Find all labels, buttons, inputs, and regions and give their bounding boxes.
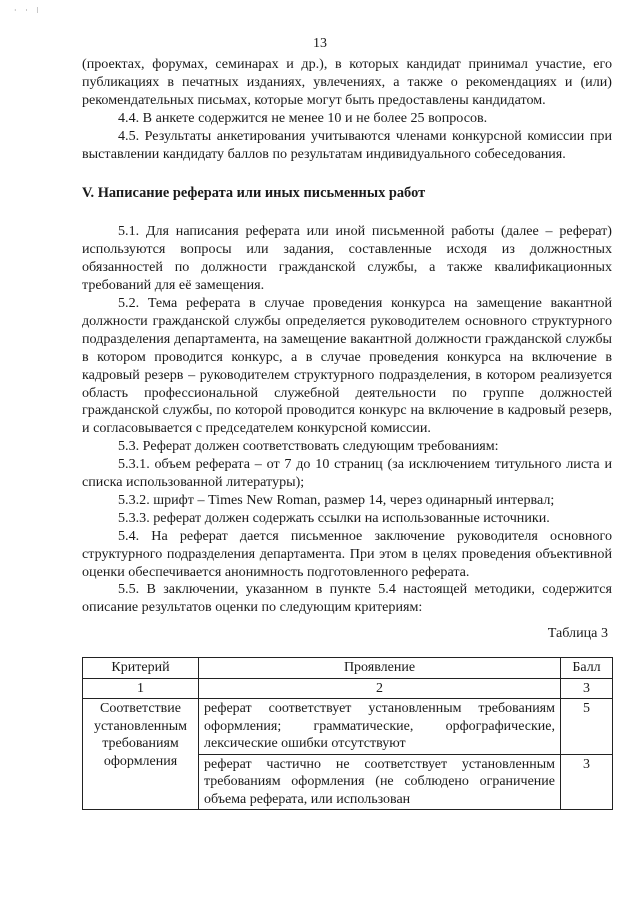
paragraph-4-4: 4.4. В анкете содержится не менее 10 и не более 25 вопросов. [118, 109, 488, 126]
section-heading: V. Написание реферата или иных письменных работ [82, 185, 426, 202]
paragraph-continuation: (проектах, форумах, семинарах и др.), в которых кандидат принимал участие, его публикациях в печатных изданиях, увлечениях, а также о рекомендациях и (или) рекомендательных письмах, которые могут быть предоставлены кандидатом. [82, 56, 612, 108]
paragraph-5-5: 5.5. В заключении, указанном в пункте 5.4 настоящей методики, содержится описание результатов оценки по следующим критериям: [82, 581, 612, 616]
column-number-3: 3 [561, 678, 613, 699]
header-score: Балл [561, 658, 613, 679]
criterion-cell: Соответствие установленным требованиям оформления [83, 699, 199, 810]
paragraph-5-3-3: 5.3.3. реферат должен содержать ссылки на использованные источники. [118, 509, 550, 526]
manifestation-cell: реферат соответствует установленным требованиям оформления; грамматические, орфографические, лексические ошибки отсутствуют [199, 699, 561, 755]
column-number-1: 1 [83, 678, 199, 699]
paragraph-5-1: 5.1. Для написания реферата или иной письменной работы (далее – реферат) используются вопросы или задания, составленные исходя из должностных обязанностей по должности гражданской службы, а также квалификационных требований для её замещения. [82, 223, 612, 294]
page-number: 13 [313, 36, 327, 51]
paragraph-5-2: 5.2. Тема реферата в случае проведения конкурса на замещение вакантной должности гражданской службы определяется руководителем основного структурного подразделения департамента, на замещение вакантной должности гражданской службы в котором проводится конкурс, а в случае проведения конкурса на включение в кадровый резерв – руководителем структурного подразделения, в котором реализуется область профессиональной служебной деятельности по группе должностей гражданской службы, по которой проводится конкурс на включение в кадровый резерв, и согласовывается с председателем конкурсной комиссии. [82, 294, 612, 437]
table-caption: Таблица 3 [547, 625, 608, 642]
column-number-2: 2 [199, 678, 561, 699]
header-manifestation: Проявление [199, 658, 561, 679]
paragraph-5-3-2: 5.3.2. шрифт – Times New Roman, размер 14, через одинарный интервал; [118, 491, 555, 508]
scan-artifact: · · ⁝ [14, 6, 42, 15]
score-cell: 5 [561, 699, 613, 755]
manifestation-cell: реферат частично не соответствует установленным требованиям оформления (не соблюдено ограничение объема реферата, или использован [199, 754, 561, 810]
header-criterion: Критерий [83, 658, 199, 679]
paragraph-5-3: 5.3. Реферат должен соответствовать следующим требованиям: [118, 438, 499, 455]
paragraph-4-5: 4.5. Результаты анкетирования учитываются членами конкурсной комиссии при выставлении кандидату баллов по результатам индивидуального собеседования. [82, 127, 612, 162]
table-header-row [83, 658, 613, 679]
paragraph-5-3-1: 5.3.1. объем реферата – от 7 до 10 страниц (за исключением титульного листа и списка использованной литературы); [82, 456, 612, 491]
paragraph-5-4: 5.4. На реферат дается письменное заключение руководителя основного структурного подразделения департамента. При этом в целях проведения объективной оценки обеспечивается анонимность подготовленного реферата. [82, 527, 612, 580]
document-body [82, 56, 612, 810]
table-column-number-row [83, 678, 613, 699]
criteria-table [82, 657, 613, 810]
table-row [83, 699, 613, 755]
score-cell: 3 [561, 754, 613, 810]
